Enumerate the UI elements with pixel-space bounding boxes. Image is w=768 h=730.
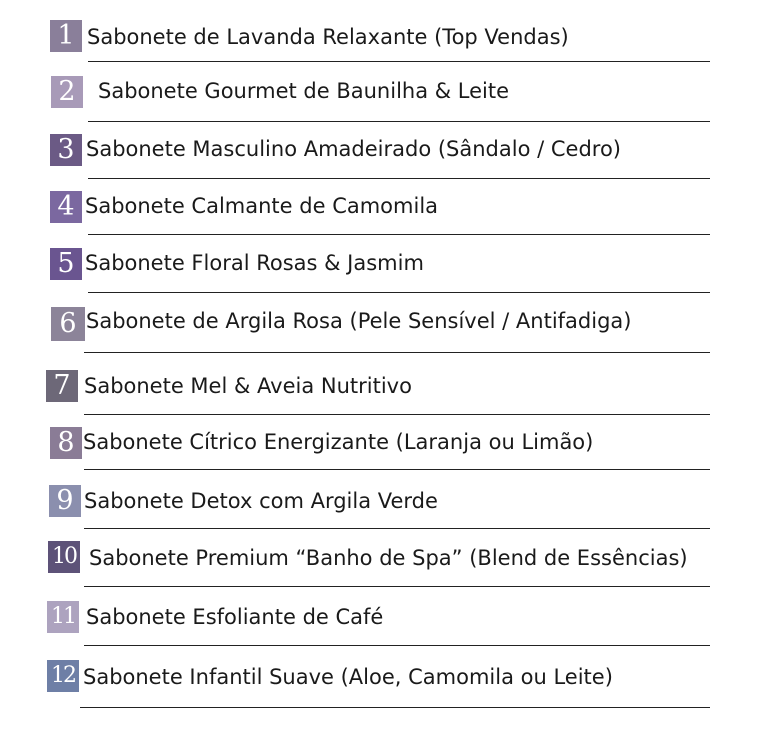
number-badge: 11 [47, 601, 79, 633]
item-underline [84, 414, 710, 415]
item-label: Sabonete Cítrico Energizante (Laranja ou Limão) [83, 430, 594, 454]
number-badge: 8 [50, 427, 82, 459]
number-badge: 12 [47, 660, 79, 692]
item-underline [88, 178, 710, 179]
number-badge: 9 [49, 485, 81, 517]
item-underline [84, 469, 710, 470]
item-underline [88, 234, 710, 235]
number-badge: 2 [51, 76, 83, 108]
item-label: Sabonete de Lavanda Relaxante (Top Vendas) [87, 25, 569, 49]
item-underline [84, 528, 710, 529]
item-underline [84, 352, 710, 353]
item-label: Sabonete Floral Rosas & Jasmim [85, 251, 424, 275]
item-underline [88, 292, 710, 293]
number-badge: 4 [50, 191, 82, 223]
item-underline [88, 61, 710, 62]
number-badge: 7 [46, 370, 78, 402]
number-badge: 10 [48, 541, 80, 573]
number-badge: 6 [51, 307, 85, 341]
item-label: Sabonete Premium “Banho de Spa” (Blend de Essências) [89, 546, 688, 570]
item-label: Sabonete Detox com Argila Verde [84, 489, 438, 513]
number-badge: 1 [50, 20, 82, 52]
number-badge: 3 [50, 134, 82, 166]
item-label: Sabonete Calmante de Camomila [85, 194, 439, 218]
item-label: Sabonete Infantil Suave (Aloe, Camomila ou Leite) [83, 665, 613, 689]
item-label: Sabonete de Argila Rosa (Pele Sensível / Antifadiga) [86, 309, 632, 333]
item-underline [84, 586, 710, 587]
item-label: Sabonete Esfoliante de Café [86, 605, 384, 629]
item-label: Sabonete Gourmet de Baunilha & Leite [98, 79, 510, 103]
item-label: Sabonete Mel & Aveia Nutritivo [84, 374, 412, 398]
item-underline [88, 121, 710, 122]
item-underline [84, 645, 710, 646]
number-badge: 5 [50, 248, 82, 280]
item-label: Sabonete Masculino Amadeirado (Sândalo / Cedro) [86, 137, 621, 161]
item-underline [80, 707, 710, 708]
